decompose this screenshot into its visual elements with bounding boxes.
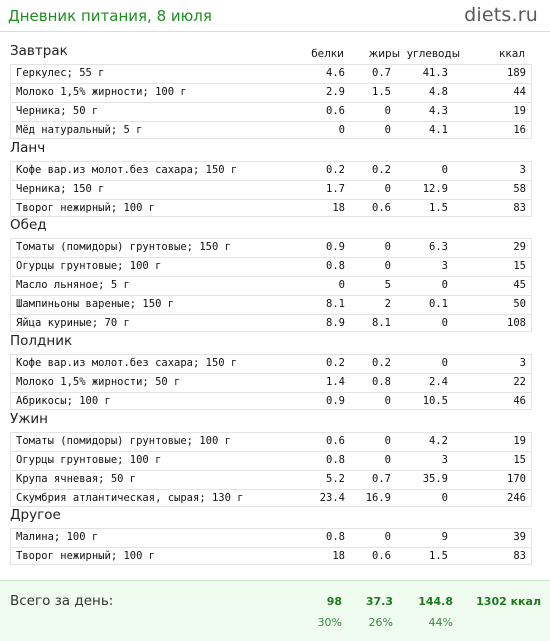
food-row (10, 392, 532, 410)
food-row (10, 470, 532, 488)
protein-value: 18 (332, 550, 345, 562)
meal-heading: Полдник (10, 333, 73, 349)
food-row (10, 432, 532, 450)
food-row (10, 238, 532, 256)
food-name: Крупа ячневая; 50 г (16, 473, 137, 485)
kcal-value: 46 (513, 395, 526, 407)
food-name: Молоко 1,5% жирности; 50 г (16, 376, 181, 388)
column-fat: жиры (368, 48, 400, 60)
protein-value: 23.4 (319, 492, 345, 504)
fat-value: 0 (384, 260, 391, 272)
protein-value: 5.2 (326, 473, 345, 485)
carbs-value: 0 (441, 492, 448, 504)
total-label: Всего за день: (10, 593, 114, 609)
carbs-value: 4.1 (429, 124, 448, 136)
fat-value: 0 (384, 454, 391, 466)
protein-value: 0 (338, 124, 345, 136)
carbs-value: 0 (441, 279, 448, 291)
protein-value: 0.9 (326, 395, 345, 407)
kcal-value: 45 (513, 279, 526, 291)
meal-heading: Другое (10, 507, 61, 523)
total-protein: 98 (326, 595, 342, 608)
carbs-value: 0 (441, 164, 448, 176)
food-name: Шампиньоны вареные; 150 г (16, 298, 175, 310)
carbs-value: 2.4 (429, 376, 448, 388)
protein-value: 1.4 (326, 376, 345, 388)
kcal-value: 16 (513, 124, 526, 136)
food-name: Творог нежирный; 100 г (16, 202, 156, 214)
carbs-value: 1.5 (429, 550, 448, 562)
fat-value: 0 (384, 124, 391, 136)
fat-value: 0.6 (372, 202, 391, 214)
daily-total (0, 580, 550, 641)
page-title: Дневник питания, 8 июля (8, 7, 212, 25)
fat-value: 0 (384, 395, 391, 407)
food-name: Огурцы грунтовые; 100 г (16, 454, 162, 466)
food-row (10, 180, 532, 198)
food-row (10, 276, 532, 294)
column-kcal: ккал (499, 48, 525, 60)
carbs-value: 4.2 (429, 435, 448, 447)
food-row (10, 314, 532, 332)
kcal-value: 50 (513, 298, 526, 310)
protein-value: 0.6 (326, 105, 345, 117)
site-logo[interactable]: diets.ru (464, 4, 538, 26)
protein-value: 0.9 (326, 241, 345, 253)
kcal-value: 29 (513, 241, 526, 253)
fat-value: 0 (384, 183, 391, 195)
fat-value: 8.1 (372, 317, 391, 329)
kcal-value: 19 (513, 435, 526, 447)
food-name: Малина; 100 г (16, 531, 99, 543)
food-row (10, 373, 532, 391)
food-row (10, 354, 532, 372)
meal-heading: Обед (10, 217, 47, 233)
food-name: Томаты (помидоры) грунтовые; 150 г (16, 241, 231, 253)
fat-value: 0.7 (372, 473, 391, 485)
column-protein: белки (311, 48, 344, 60)
food-row (10, 547, 532, 565)
kcal-value: 19 (513, 105, 526, 117)
food-name: Яйца куриные; 70 г (16, 317, 130, 329)
carbs-value: 4.8 (429, 86, 448, 98)
food-row (10, 489, 532, 507)
kcal-value: 83 (513, 202, 526, 214)
protein-value: 0.8 (326, 454, 345, 466)
protein-value: 0.8 (326, 531, 345, 543)
column-carbs: углеводы (406, 48, 460, 60)
kcal-value: 170 (507, 473, 526, 485)
carbs-value: 41.3 (422, 67, 448, 79)
food-row (10, 257, 532, 275)
kcal-value: 189 (507, 67, 526, 79)
kcal-value: 246 (507, 492, 526, 504)
protein-value: 0.8 (326, 260, 345, 272)
fat-value: 2 (384, 298, 391, 310)
protein-value: 1.7 (326, 183, 345, 195)
fat-value: 0.6 (372, 550, 391, 562)
fat-value: 0 (384, 105, 391, 117)
kcal-value: 58 (513, 183, 526, 195)
protein-value: 8.9 (326, 317, 345, 329)
food-name: Кофе вар.из молот.без сахара; 150 г (16, 357, 238, 369)
carbs-value: 10.5 (422, 395, 448, 407)
protein-value: 8.1 (326, 298, 345, 310)
food-name: Черника; 50 г (16, 105, 99, 117)
protein-value: 0.6 (326, 435, 345, 447)
total-carbs: 144.8 (418, 595, 453, 608)
total-carbs-percent: 44% (428, 616, 453, 629)
food-row (10, 83, 532, 101)
carbs-value: 35.9 (422, 473, 448, 485)
column-headers (0, 48, 550, 62)
fat-value: 0 (384, 435, 391, 447)
kcal-value: 44 (513, 86, 526, 98)
meal-heading: Ужин (10, 411, 48, 427)
carbs-value: 9 (441, 531, 448, 543)
food-name: Творог нежирный; 100 г (16, 550, 156, 562)
fat-value: 0 (384, 241, 391, 253)
kcal-value: 108 (507, 317, 526, 329)
carbs-value: 0 (441, 357, 448, 369)
protein-value: 4.6 (326, 67, 345, 79)
food-row (10, 64, 532, 82)
food-name: Огурцы грунтовые; 100 г (16, 260, 162, 272)
fat-value: 0.2 (372, 164, 391, 176)
food-row (10, 102, 532, 120)
carbs-value: 12.9 (422, 183, 448, 195)
fat-value: 16.9 (365, 492, 391, 504)
kcal-value: 3 (519, 357, 526, 369)
fat-value: 0.7 (372, 67, 391, 79)
food-name: Скумбрия атлантическая, сырая; 130 г (16, 492, 244, 504)
fat-value: 0.8 (372, 376, 391, 388)
carbs-value: 1.5 (429, 202, 448, 214)
food-name: Мёд натуральный; 5 г (16, 124, 143, 136)
kcal-value: 15 (513, 260, 526, 272)
fat-value: 0 (384, 531, 391, 543)
fat-value: 5 (384, 279, 391, 291)
carbs-value: 3 (441, 454, 448, 466)
food-row (10, 295, 532, 313)
food-name: Абрикосы; 100 г (16, 395, 111, 407)
protein-value: 0.2 (326, 164, 345, 176)
carbs-value: 0 (441, 317, 448, 329)
total-protein-percent: 30% (317, 616, 342, 629)
carbs-value: 4.3 (429, 105, 448, 117)
protein-value: 2.9 (326, 86, 345, 98)
kcal-value: 83 (513, 550, 526, 562)
carbs-value: 3 (441, 260, 448, 272)
food-row (10, 451, 532, 469)
food-row (10, 199, 532, 217)
carbs-value: 6.3 (429, 241, 448, 253)
food-name: Томаты (помидоры) грунтовые; 100 г (16, 435, 231, 447)
total-fat: 37.3 (365, 595, 393, 608)
meal-heading: Завтрак (10, 43, 68, 59)
fat-value: 0.2 (372, 357, 391, 369)
food-name: Масло льняное; 5 г (16, 279, 130, 291)
protein-value: 0 (338, 279, 345, 291)
meal-heading: Ланч (10, 140, 46, 156)
food-name: Черника; 150 г (16, 183, 105, 195)
protein-value: 18 (332, 202, 345, 214)
food-name: Геркулес; 55 г (16, 67, 105, 79)
food-row (10, 121, 532, 139)
kcal-value: 3 (519, 164, 526, 176)
kcal-value: 39 (513, 531, 526, 543)
protein-value: 0.2 (326, 357, 345, 369)
food-row (10, 528, 532, 546)
food-name: Кофе вар.из молот.без сахара; 150 г (16, 164, 238, 176)
carbs-value: 0.1 (429, 298, 448, 310)
header-divider (0, 31, 550, 32)
total-kcal: 1302 ккал (476, 595, 541, 608)
kcal-value: 15 (513, 454, 526, 466)
fat-value: 1.5 (372, 86, 391, 98)
food-name: Молоко 1,5% жирности; 100 г (16, 86, 187, 98)
food-row (10, 161, 532, 179)
kcal-value: 22 (513, 376, 526, 388)
total-fat-percent: 26% (368, 616, 393, 629)
